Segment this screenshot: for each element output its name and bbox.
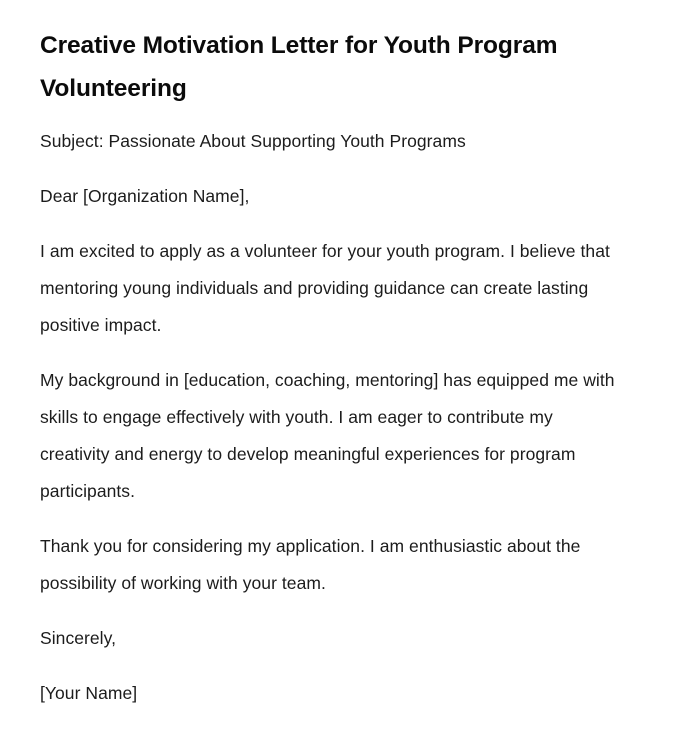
letter-closing: Sincerely,: [40, 628, 117, 648]
letter-subject-line: Subject: Passionate About Supporting Youth Programs: [40, 131, 466, 151]
letter-paragraph-1: I am excited to apply as a volunteer for your youth program. I believe that mentoring young individuals and providing guidance can create lasting positive impact.: [40, 241, 610, 335]
letter-salutation: Dear [Organization Name],: [40, 186, 250, 206]
letter-paragraph-2: My background in [education, coaching, mentoring] has equipped me with skills to engage effectively with youth. I am eager to contribute my creativity and energy to develop meaningful experiences for program participants.: [40, 370, 615, 501]
letter-signature-name: [Your Name]: [40, 683, 138, 703]
page-title: Creative Motivation Letter for Youth Program Volunteering: [40, 32, 558, 102]
motivation-letter: [40, 24, 630, 712]
letter-paragraph-3: Thank you for considering my application. I am enthusiastic about the possibility of working with your team.: [40, 536, 581, 593]
